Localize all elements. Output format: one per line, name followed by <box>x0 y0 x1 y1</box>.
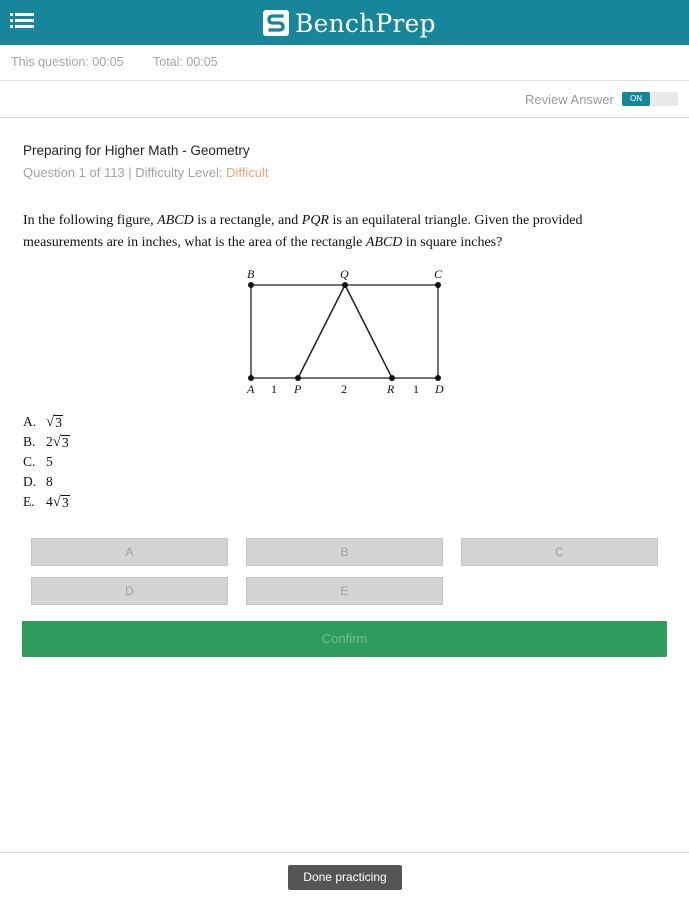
choice-a: A. √ 3 <box>23 414 62 430</box>
meta-separator: | <box>124 165 136 180</box>
done-practicing-button[interactable]: Done practicing <box>288 865 402 890</box>
sqrt-icon: √ <box>52 494 61 510</box>
answer-button-d[interactable]: D <box>31 577 228 605</box>
choice-c: C. 5 <box>23 454 53 469</box>
measure-rd: 1 <box>413 382 419 396</box>
toggle-on-label: ON <box>622 92 650 106</box>
point-c <box>435 282 441 288</box>
choice-e: E. 4 √ 3 <box>23 494 69 510</box>
question-counter: Question 1 of 113 <box>23 165 125 180</box>
question-timer: This question: 00:05 <box>11 55 124 69</box>
answer-button-b[interactable]: B <box>246 538 443 566</box>
point-b <box>248 282 254 288</box>
review-bar <box>0 81 689 118</box>
answer-choices <box>23 412 70 512</box>
point-a <box>248 375 254 381</box>
confirm-button[interactable]: Confirm <box>22 621 667 657</box>
top-bar <box>0 0 689 45</box>
point-d <box>435 375 441 381</box>
side-qr <box>345 285 392 378</box>
hamburger-menu-icon[interactable] <box>10 12 34 32</box>
brand <box>262 7 436 39</box>
choice-b: B. 2 √ 3 <box>23 434 69 450</box>
label-r: R <box>387 382 395 396</box>
label-d: D <box>435 382 444 396</box>
timer-bar <box>0 45 689 81</box>
point-p <box>295 375 301 381</box>
answer-button-a[interactable]: A <box>31 538 228 566</box>
point-q <box>342 282 348 288</box>
label-b: B <box>247 267 255 281</box>
measure-pr: 2 <box>341 382 347 396</box>
label-a: A <box>247 382 255 396</box>
sqrt-icon: √ <box>52 434 61 450</box>
label-p: P <box>294 382 302 396</box>
difficulty-value: Difficult <box>226 165 269 180</box>
side-pq <box>298 285 345 378</box>
question-text: In the following figure, ABCD is a rectangle, and PQR is an equilateral triangle. Given the provided measurements are in inches, what is the area of the rectangle ABCD in square inches? <box>23 213 583 250</box>
answer-button-c[interactable]: C <box>461 538 658 566</box>
question-meta <box>23 165 268 180</box>
label-q: Q <box>340 267 349 281</box>
measure-ap: 1 <box>271 382 277 396</box>
brand-name: BenchPrep <box>295 8 436 38</box>
label-c: C <box>434 267 443 281</box>
footer-bar <box>0 852 689 900</box>
choice-d: D. 8 <box>23 474 53 489</box>
point-r <box>389 375 395 381</box>
rectangle-abcd <box>251 285 438 378</box>
review-answer-toggle[interactable] <box>622 92 678 106</box>
benchprep-logo-icon <box>262 9 290 37</box>
review-answer-label: Review Answer <box>525 92 614 107</box>
sqrt-icon: √ <box>46 414 55 430</box>
total-timer: Total: 00:05 <box>153 55 218 69</box>
geometry-figure <box>235 265 455 400</box>
difficulty-label: Difficulty Level: <box>135 165 227 180</box>
answer-button-e[interactable]: E <box>246 577 443 605</box>
course-title: Preparing for Higher Math - Geometry <box>23 143 250 158</box>
